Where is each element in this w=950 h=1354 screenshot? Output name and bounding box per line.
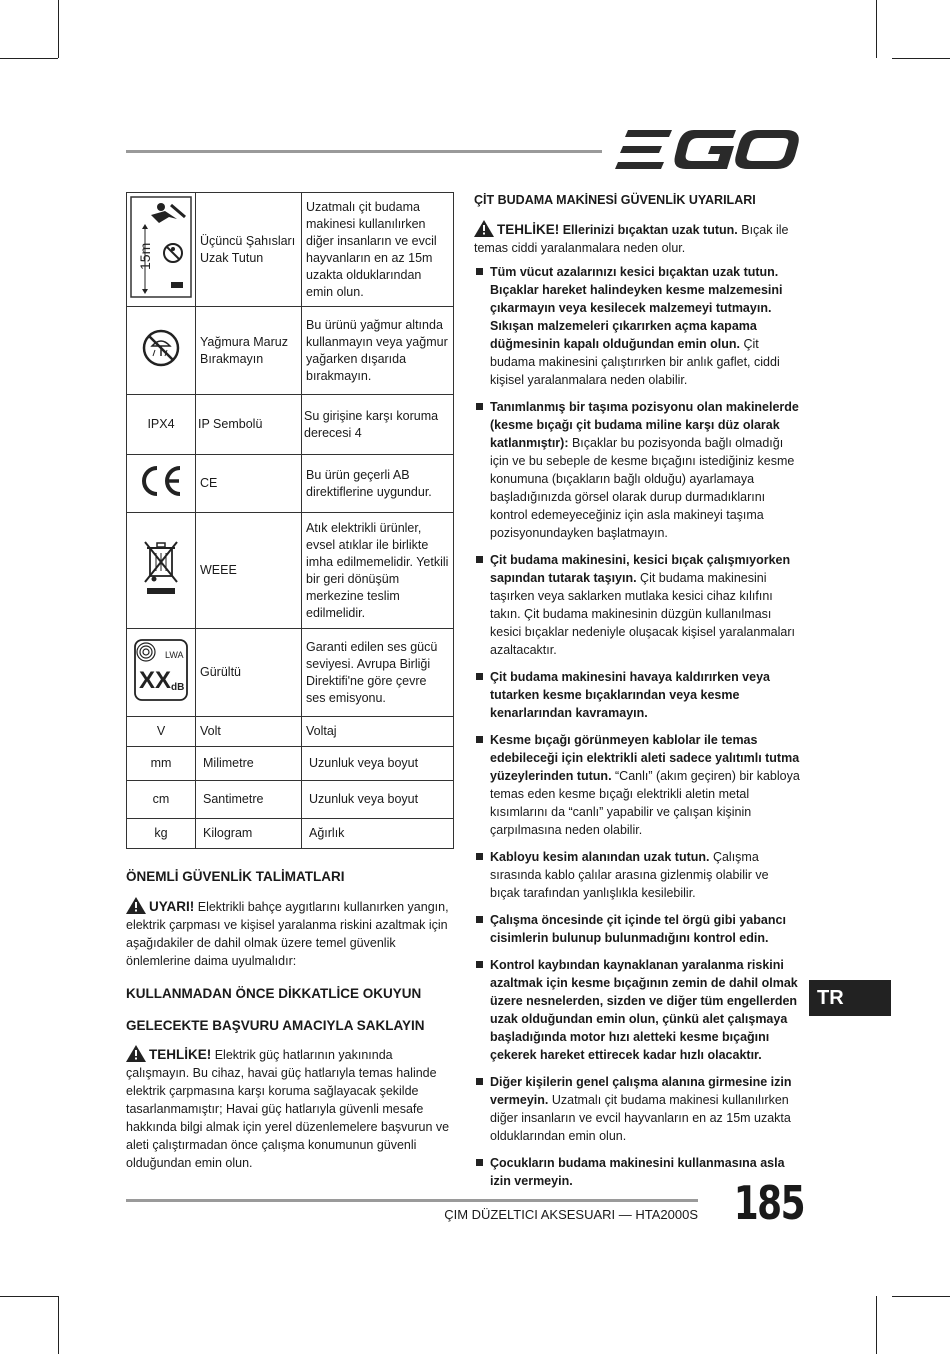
warning-triangle-icon: [126, 897, 146, 914]
crop-mark: [0, 58, 58, 59]
list-item: [474, 1073, 800, 1145]
symbol-description: Uzunluk veya boyut: [302, 781, 454, 819]
symbol-cell: [127, 629, 196, 717]
warning-triangle-icon: [126, 1045, 146, 1062]
bullet-bold: Kontrol kaybından kaynaklanan yaralanma riskini azaltmak için kesme bıçağının zemin de dahil olmak üzere nesnelerden, sizden ve diğer tüm engellerden uzak olduğundan emin olun, çünkü alet çalışmaya başladığında motor hızı aletteki kesme bıçağını çekerek hareket ettirecek kadar hızlı olacaktır.: [490, 958, 798, 1062]
symbol-name: Üçüncü Şahısları Uzak Tutun: [196, 193, 302, 307]
bullet-text: Çalışma sırasında kablo çalılar arasına gizlenmiş olabilir ve bıçak tarafından yanlışlıkla kesilebilir.: [490, 850, 769, 900]
noise-value: XX: [139, 667, 172, 694]
bystander-distance-icon: [129, 195, 193, 299]
table-row: [127, 781, 454, 819]
bullet-bold: Çit budama makinesini, kesici bıçak çalışmıyorken sapından tutarak taşıyın.: [490, 553, 791, 585]
symbol-name: Yağmura Maruz Bırakmayın: [196, 307, 302, 395]
bullet-text: Uzatmalı çit budama makinesi kullanılırken diğer insanların ve evcil hayvanların en az 15m uzakta olduklarından emin olun.: [490, 1093, 791, 1143]
table-row: [127, 455, 454, 513]
symbol-description: Uzatmalı çit budama makinesi kullanılırken diğer insanların ve evcil hayvanların en az 15m uzakta olduklarından emin olun.: [302, 193, 454, 307]
crop-mark: [892, 58, 950, 59]
danger-paragraph: [126, 1045, 454, 1172]
distance-label: 15m: [137, 242, 153, 270]
symbol-name: CE: [196, 455, 302, 513]
warning-label: UYARI!: [149, 899, 195, 914]
danger-text: Elektrik güç hatlarının yakınında çalışmayın. Bu cihaz, havai güç hatlarıyla temas halinde elektrik çarpmasına karşı koruma sağlayacak şekilde tasarlanmamıştır; Havai güç hatlarıyla güvenli mesafe hakkında bilgi almak için yerel düzenlemelere başvurun ve aleti çalıştırmadan önce çalışma konumunun güvenli olduğundan emin olun.: [126, 1048, 450, 1170]
safety-instructions-heading: ÖNEMLİ GÜVENLİK TALİMATLARI: [126, 869, 345, 884]
hedge-trimmer-warnings-heading: ÇİT BUDAMA MAKİNESİ GÜVENLİK UYARILARI: [474, 193, 756, 207]
table-row: [127, 513, 454, 629]
page-number: 185: [733, 1176, 804, 1230]
list-item: [474, 911, 800, 947]
symbol-name: Gürültü: [196, 629, 302, 717]
symbol-description: Uzunluk veya boyut: [302, 747, 454, 781]
symbol-cell: [127, 307, 196, 395]
symbol-name: Santimetre: [196, 781, 302, 819]
list-item: [474, 848, 800, 902]
table-row: [127, 193, 454, 307]
symbol-text: IPX4: [127, 395, 196, 455]
crop-mark: [0, 1296, 58, 1297]
header-rule: [126, 150, 602, 153]
symbol-name: Volt: [196, 717, 302, 747]
list-item: [474, 398, 800, 542]
danger-text: Bıçak ile temas ciddi yaralanmalara neden olur.: [474, 223, 789, 255]
symbol-text: kg: [127, 819, 196, 849]
symbols-table: [126, 192, 454, 849]
language-tab: TR: [809, 980, 891, 1016]
symbol-name: IP Sembolü: [196, 395, 302, 455]
warning-triangle-icon: [474, 220, 494, 237]
noise-unit: dB: [171, 682, 185, 693]
danger-bold-text: Ellerinizi bıçaktan uzak tutun.: [559, 223, 738, 237]
table-row: [127, 629, 454, 717]
bullet-text: Çit budama makinesini çalıştırırken bir anlık gaflet, ciddi kişisel yaralanmalara neden olabilir.: [490, 337, 780, 387]
crop-mark: [876, 0, 877, 58]
bullet-bold: Tanımlanmış bir taşıma pozisyonu olan makinelerde (kesme bıçağı çit budama miline karşı düz olarak katlanmıştır):: [490, 400, 799, 450]
table-row: [127, 819, 454, 849]
list-item: [474, 668, 800, 722]
bullet-bold: Çalışma öncesinde çit içinde tel örgü gibi yabancı cisimlerin bulunup bulunmadığını kontrol edin.: [490, 913, 786, 945]
symbol-description: Garanti edilen ses gücü seviyesi. Avrupa Birliği Direktifi'ne göre çevre ses emisyonu.: [302, 629, 454, 717]
danger-label: TEHLİKE!: [497, 222, 560, 237]
symbol-cell: [127, 193, 196, 307]
ego-logo: [614, 128, 800, 172]
bullet-bold: Kabloyu kesim alanından uzak tutun.: [490, 850, 710, 864]
bullet-bold: Tüm vücut azalarınızı kesici bıçaktan uzak tutun. Bıçaklar hareket halindeyken kesme malzemesini çıkarmayın veya kesilecek malzemeyi tutmayın. Sıkışan malzemeleri çıkarırken açma kapama düğmesinin kapalı olduğundan emin olun.: [490, 265, 783, 351]
symbol-description: Ağırlık: [302, 819, 454, 849]
symbol-name: Milimetre: [196, 747, 302, 781]
table-row: [127, 717, 454, 747]
footer-title: ÇIM DÜZELTICI AKSESUARI — HTA2000S: [444, 1207, 698, 1222]
symbol-text: mm: [127, 747, 196, 781]
keep-for-reference-heading: GELECEKTE BAŞVURU AMACIYLA SAKLAYIN: [126, 1018, 425, 1033]
bullet-bold: Çocukların budama makinesini kullanmasına asla izin vermeyin.: [490, 1156, 785, 1188]
table-row: [127, 307, 454, 395]
safety-bullet-list: [474, 263, 800, 1199]
bullet-text: “Canlı” (akım geçiren) bir kabloya temas eden kesme bıçağı elektrikli aletin metal kısımlarını da “canlı” yapabilir ve çalışan kişinin çarpılmasına neden olabilir.: [490, 769, 800, 837]
symbol-description: Bu ürünü yağmur altında kullanmayın veya yağmur yağarken dışarıda bırakmayın.: [302, 307, 454, 395]
footer-rule: [126, 1199, 698, 1202]
list-item: [474, 551, 800, 659]
list-item: [474, 956, 800, 1064]
symbol-cell: [127, 455, 196, 513]
symbol-name: WEEE: [196, 513, 302, 629]
read-carefully-heading: KULLANMADAN ÖNCE DİKKATLİCE OKUYUN: [126, 986, 422, 1001]
crop-mark: [892, 1296, 950, 1297]
ce-mark-icon: [138, 464, 184, 498]
bullet-bold: Çit budama makinesini havaya kaldırırken veya tutarken kesme bıçaklarından veya kesme kenarlarından kavramayın.: [490, 670, 770, 720]
bullet-text: Bıçaklar bu pozisyonda bağlı olmadığı için ve bu sebeple de kesme bıçağını istediğiniz kesme konumuna (bıçakların bağlı olduğu) ayarlamaya başladığınızda görsel olarak durup durmadıklarını kontrol edemeyeceğiniz için asla makineyi taşıma pozisyonundayken başlatmayın.: [490, 436, 795, 540]
list-item: [474, 263, 800, 389]
crop-mark: [876, 1296, 877, 1354]
symbol-description: Bu ürün geçerli AB direktiflerine uygundur.: [302, 455, 454, 513]
list-item: [474, 731, 800, 839]
warning-text: Elektrikli bahçe aygıtlarını kullanırken yangın, elektrik çarpması ve kişisel yaralanma riskini azaltmak için aşağıdakiler de dahil olmak üzere temel güvenlik önlemlerine daima uyulmalıdır:: [126, 900, 449, 968]
table-row: [127, 747, 454, 781]
crop-mark: [58, 0, 59, 58]
bullet-bold: Kesme bıçağı görünmeyen kablolar ile temas edebileceği için elektrikli aleti sadece yalıtımlı tutma yüzeylerinden tutun.: [490, 733, 800, 783]
danger-label: TEHLİKE!: [149, 1047, 212, 1062]
symbol-description: Atık elektrikli ürünler, evsel atıklar ile birlikte imha edilmemelidir. Yetkili bir geri dönüşüm merkezine teslim edilmelidir.: [302, 513, 454, 629]
symbol-cell: [127, 513, 196, 629]
symbol-description: Voltaj: [302, 717, 454, 747]
noise-level-icon: [133, 638, 189, 702]
bullet-text: Çit budama makinesini taşırken veya saklarken mutlaka kesici cihaz kılıfını takın. Çit budama makinesinin düzgün kullanılması kesici bıçaklar nedeniyle oluşacak kişisel yaralanmaları azaltacaktır.: [490, 571, 795, 657]
bullet-bold: Diğer kişilerin genel çalışma alanına girmesine izin vermeyin.: [490, 1075, 792, 1107]
noise-sub-label: LWA: [165, 650, 184, 660]
warning-paragraph: [126, 897, 454, 970]
weee-bin-icon: [141, 540, 181, 596]
right-danger-paragraph: [474, 220, 800, 257]
crop-mark: [58, 1296, 59, 1354]
symbol-text: V: [127, 717, 196, 747]
symbol-description: Su girişine karşı koruma derecesi 4: [302, 395, 454, 455]
logo-text: EGO: [614, 128, 617, 129]
symbol-name: Kilogram: [196, 819, 302, 849]
table-row: [127, 395, 454, 455]
symbol-text: cm: [127, 781, 196, 819]
no-rain-icon: [141, 328, 181, 368]
